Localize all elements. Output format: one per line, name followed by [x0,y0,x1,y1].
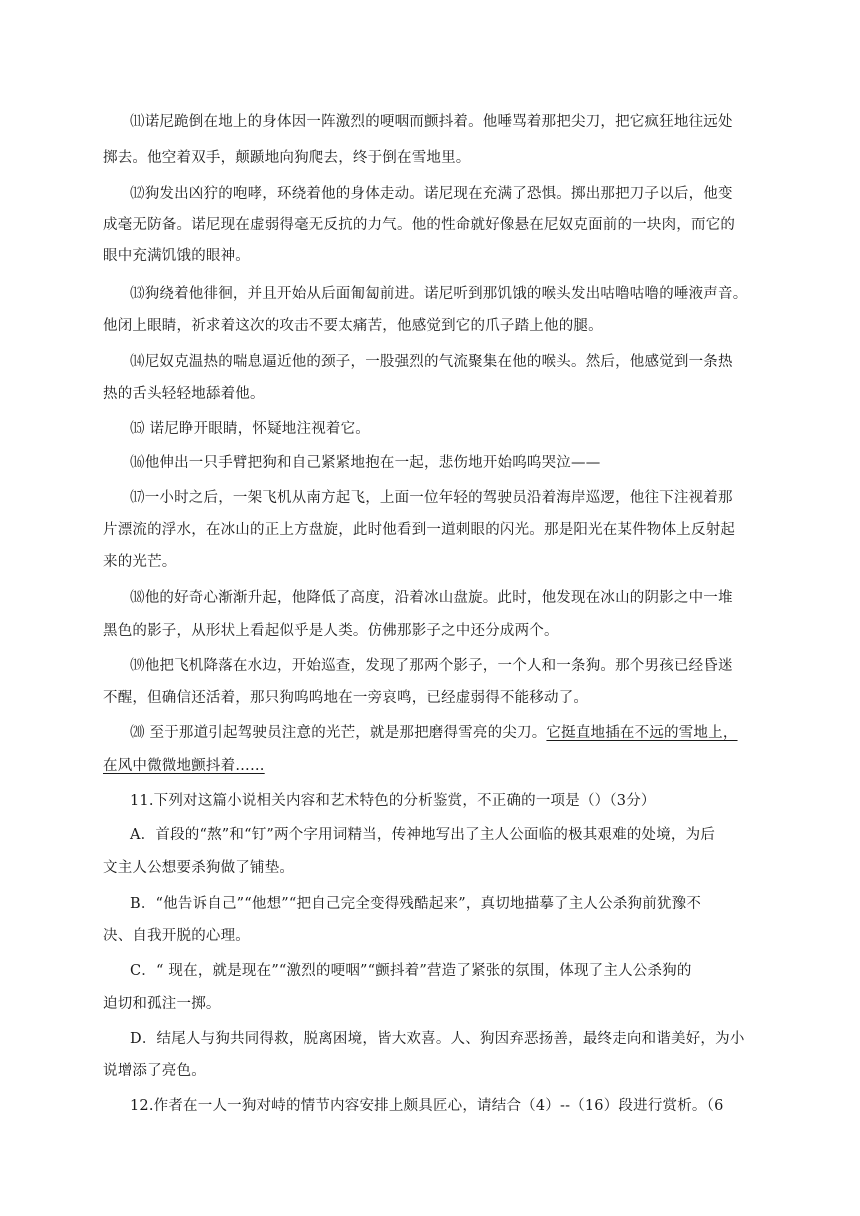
question-11: 11.下列对这篇小说相关内容和艺术特色的分析鉴赏，不正确的一项是（）（3分） [130,793,656,809]
para-20-line-1 [130,721,738,742]
para-19-line-2: 不醒，但确信还活着，那只狗呜呜地在一旁哀鸣，已经虚弱得不能移动了。 [103,690,589,706]
para-14-line-1: ⒁尼奴克温热的喘息逼近他的颈子，一股强烈的气流聚集在他的喉头。然后，他感觉到一条热 [130,354,733,370]
para-19-line-1: ⒆他把飞机降落在水边，开始巡查，发现了那两个影子，一个人和一条狗。那个男孩已经昏迷 [130,658,733,674]
option-d-line-2: 说增添了亮色。 [103,1063,206,1079]
para-18-line-1: ⒅他的好奇心渐渐升起，他降低了高度，沿着冰山盘旋。此时，他发现在冰山的阴影之中一堆 [130,590,733,606]
para-18-line-2: 黑色的影子，从形状上看起似乎是人类。仿佛那影子之中还分成两个。 [103,623,559,639]
para-15: ⒂ 诺尼睁开眼睛，怀疑地注视着它。 [130,421,371,437]
question-12: 12.作者在一人一狗对峙的情节内容安排上颇具匠心，请结合（4）--（16）段进行赏析。（6 [130,1098,724,1114]
para-14-line-2: 热的舌头轻轻地舔着他。 [103,386,265,402]
para-17-line-2: 片漂流的浮水，在冰山的正上方盘旋，此时他看到一道刺眼的闪光。那是阳光在某件物体上反射起 [103,522,736,538]
para-16: ⒃他伸出一只手臂把狗和自己紧紧地抱在一起，悲伤地开始呜呜哭泣—— [130,455,601,471]
option-a-line-2: 文主人公想要杀狗做了铺垫。 [103,860,295,876]
para-11-line-1: ⑾诺尼跪倒在地上的身体因一阵激烈的哽咽而颤抖着。他唾骂着那把尖刀，把它疯狂地往远处 [130,114,733,130]
option-c-line-1: C．“ 现在，就是现在”“激烈的哽咽”“颤抖着”营造了紧张的氛围，体现了主人公杀狗的 [130,963,692,979]
option-d-line-1: D．结尾人与狗共同得救，脱离困境，皆大欢喜。人、狗因弃恶扬善，最终走向和谐美好，为小 [130,1031,745,1047]
option-b-line-2: 决、自我开脱的心理。 [103,928,250,944]
para-12-line-1: ⑿狗发出凶狞的咆哮，环绕着他的身体走动。诺尼现在充满了恐惧。掷出那把刀子以后，他变 [130,186,733,202]
para-17-line-3: 来的光芒。 [103,554,177,570]
option-c-line-2: 迫切和孤注一掷。 [103,996,221,1012]
option-b-line-1: B．“他告诉自己”“他想”“把自己完全变得残酷起来”，真切地描摹了主人公杀狗前犹豫不 [130,896,702,912]
para-20-underlined-text: 它挺直地插在不远的雪地上， [546,725,738,741]
para-20-line-2: 在风中微微地颤抖着…… [103,758,265,774]
para-11-line-2: 掷去。他空着双手，颠踬地向狗爬去，终于倒在雪地里。 [103,150,471,166]
para-12-line-2: 成毫无防备。诺尼现在虚弱得毫无反抗的力气。他的性命就好像悬在尼奴克面前的一块肉，而它的 [103,217,736,233]
para-20-text: ⒇ 至于那道引起驾驶员注意的光芒，就是那把磨得雪亮的尖刀。 [130,725,547,741]
para-12-line-3: 眼中充满饥饿的眼神。 [103,248,250,264]
option-a-line-1: A．首段的“熬”和“钉”两个字用词精当，传神地写出了主人公面临的极其艰难的处境，为后 [130,827,716,843]
para-13-line-2: 他闭上眼睛，祈求着这次的攻击不要太痛苦，他感觉到它的爪子踏上他的腿。 [103,318,603,334]
para-17-line-1: ⒄一小时之后，一架飞机从南方起飞，上面一位年轻的驾驶员沿着海岸巡逻，他往下注视着那 [130,490,733,506]
para-13-line-1: ⒀狗绕着他徘徊，并且开始从后面匍匐前进。诺尼听到那饥饿的喉头发出咕噜咕噜的唾液声音。 [130,286,748,302]
